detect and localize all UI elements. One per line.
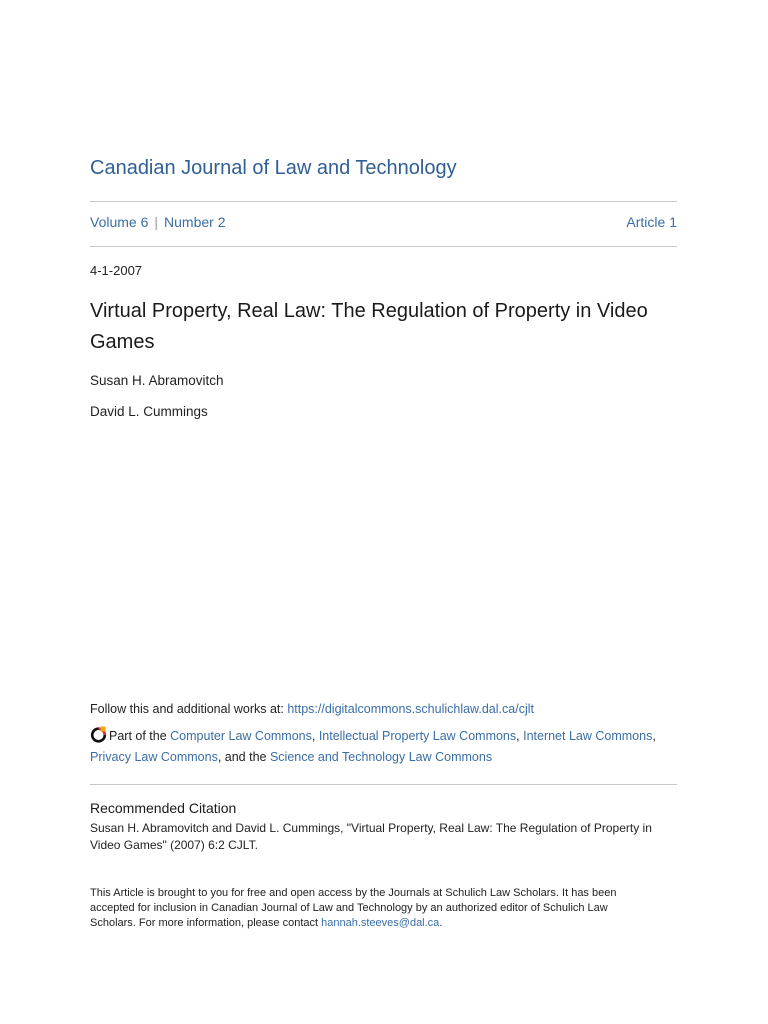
volume-link[interactable]: Volume 6 — [90, 214, 149, 230]
author-1: Susan H. Abramovitch — [90, 373, 224, 388]
issue-links — [90, 214, 225, 230]
comma: , — [311, 729, 319, 743]
and-the: , and the — [217, 750, 270, 764]
author-2: David L. Cummings — [90, 404, 208, 419]
divider-citation — [90, 784, 677, 785]
access-notice — [90, 886, 650, 931]
contact-email-link[interactable]: hannah.steeves@dal.ca — [321, 917, 440, 929]
article-link[interactable]: Article 1 — [626, 214, 677, 230]
internet-law-commons-link[interactable]: Internet Law Commons — [523, 729, 653, 743]
notice-end: . — [439, 917, 443, 929]
divider-issue — [90, 246, 677, 247]
number-link[interactable]: Number 2 — [164, 214, 226, 230]
privacy-law-commons-link[interactable]: Privacy Law Commons — [90, 750, 218, 764]
ip-law-commons-link[interactable]: Intellectual Property Law Commons — [318, 729, 517, 743]
repository-url-link[interactable]: https://digitalcommons.schulichlaw.dal.ca/cjlt — [287, 702, 534, 716]
science-tech-law-commons-link[interactable]: Science and Technology Law Commons — [269, 750, 493, 764]
part-of-commons — [90, 726, 690, 768]
follow-line — [90, 702, 534, 716]
issue-separator: | — [154, 214, 159, 230]
publication-date: 4-1-2007 — [90, 263, 143, 278]
part-of-prefix: Part of the — [109, 729, 171, 743]
digital-commons-icon — [90, 726, 107, 743]
citation-heading: Recommended Citation — [90, 800, 237, 816]
computer-law-commons-link[interactable]: Computer Law Commons — [170, 729, 312, 743]
follow-label: Follow this and additional works at: — [90, 702, 288, 716]
journal-title-link[interactable]: Canadian Journal of Law and Technology — [90, 157, 457, 179]
comma: , — [516, 729, 524, 743]
divider-top — [90, 201, 677, 202]
notice-text: This Article is brought to you for free and open access by the Journals at Schulich Law Scholars. It has been accepted for inclusion in Canadian Journal of Law and Technology by an authorized editor of Schulich Law Scholars. For more information, please contact — [90, 887, 617, 929]
comma: , — [652, 729, 656, 743]
article-title: Virtual Property, Real Law: The Regulation of Property in Video Games — [90, 300, 648, 353]
citation-text: Susan H. Abramovitch and David L. Cummings, "Virtual Property, Real Law: The Regulation of Property in Video Games" (2007) 6:2 CJLT. — [90, 821, 652, 852]
